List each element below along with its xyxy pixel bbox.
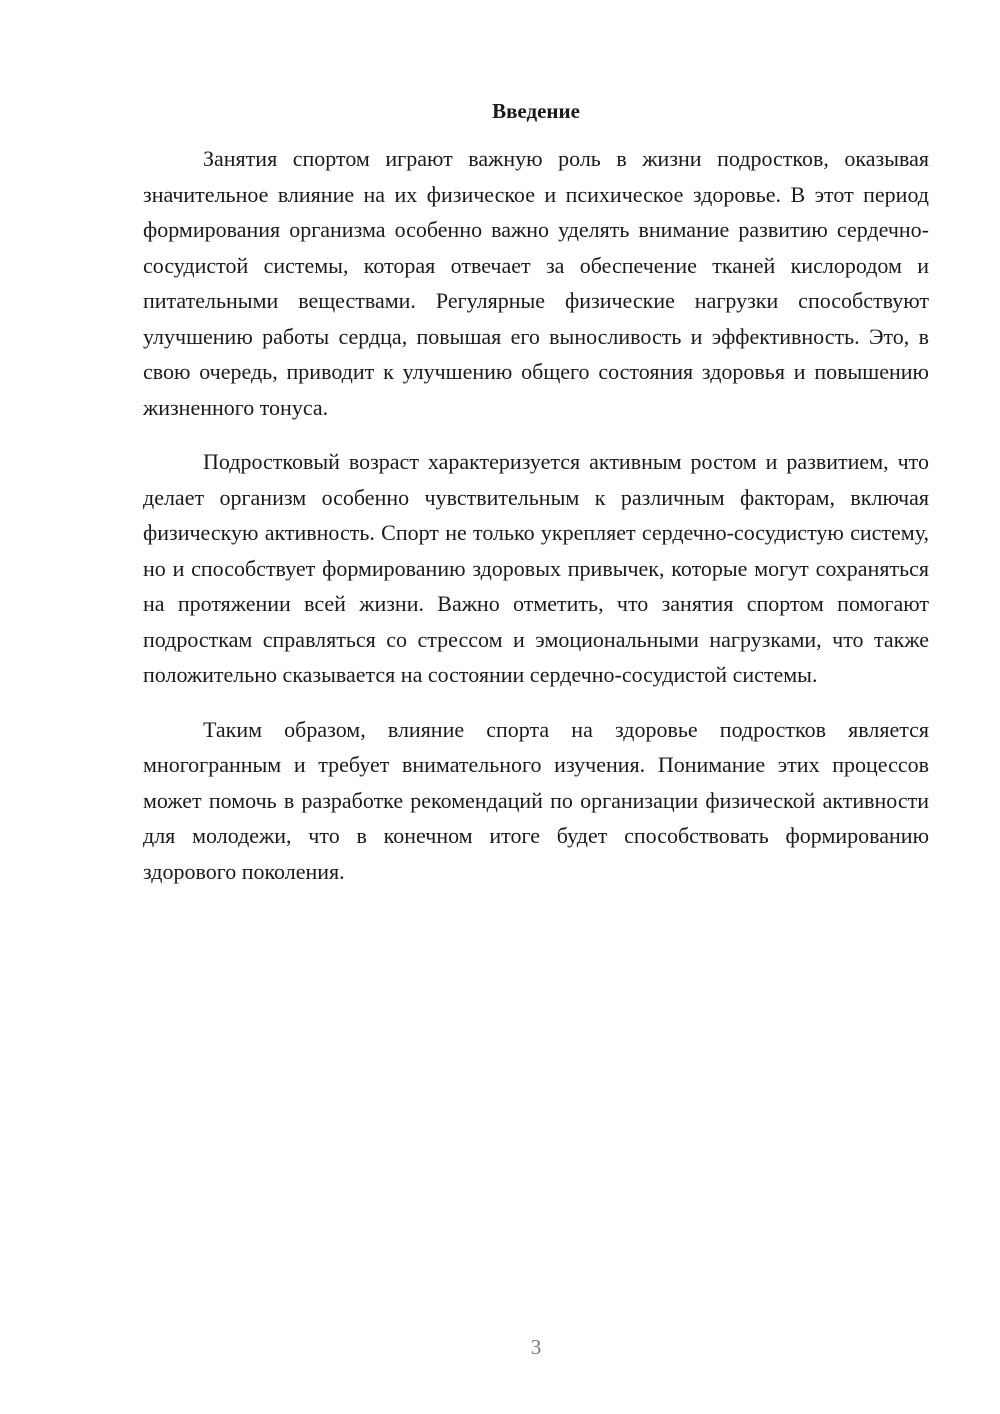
paragraph-3: Таким образом, влияние спорта на здоровье подростков является многогранным и требует внимательного изучения. Понимание этих процессов может помочь в разработке рекомендаций по организации физической активности для молодежи, что в конечном итоге будет способствовать формированию здорового поколения. xyxy=(143,716,929,884)
page-number: 3 xyxy=(530,1335,542,1359)
paragraph-2: Подростковый возраст характеризуется активным ростом и развитием, что делает организм особенно чувствительным к различным факторам, включая физическую активность. Спорт не только укрепляет сердечно-сосудистую систему, но и способствует формированию здоровых привычек, которые могут сохраняться на протяжении всей жизни. Важно отметить, что занятия спортом помогают подросткам справляться со стрессом и эмоциональными нагрузками, что также положительно сказывается на состоянии сердечно-сосудистой системы. xyxy=(143,449,929,687)
body-text xyxy=(143,141,929,908)
section-heading: Введение xyxy=(492,99,580,123)
paragraph-1: Занятия спортом играют важную роль в жизни подростков, оказывая значительное влияние на их физическое и психическое здоровье. В этот период формирования организма особенно важно уделять внимание развитию сердечно-сосудистой системы, которая отвечает за обеспечение тканей кислородом и питательными веществами. Регулярные физические нагрузки способствуют улучшению работы сердца, повышая его выносливость и эффективность. Это, в свою очередь, приводит к улучшению общего состояния здоровья и повышению жизненного тонуса. xyxy=(143,146,929,420)
